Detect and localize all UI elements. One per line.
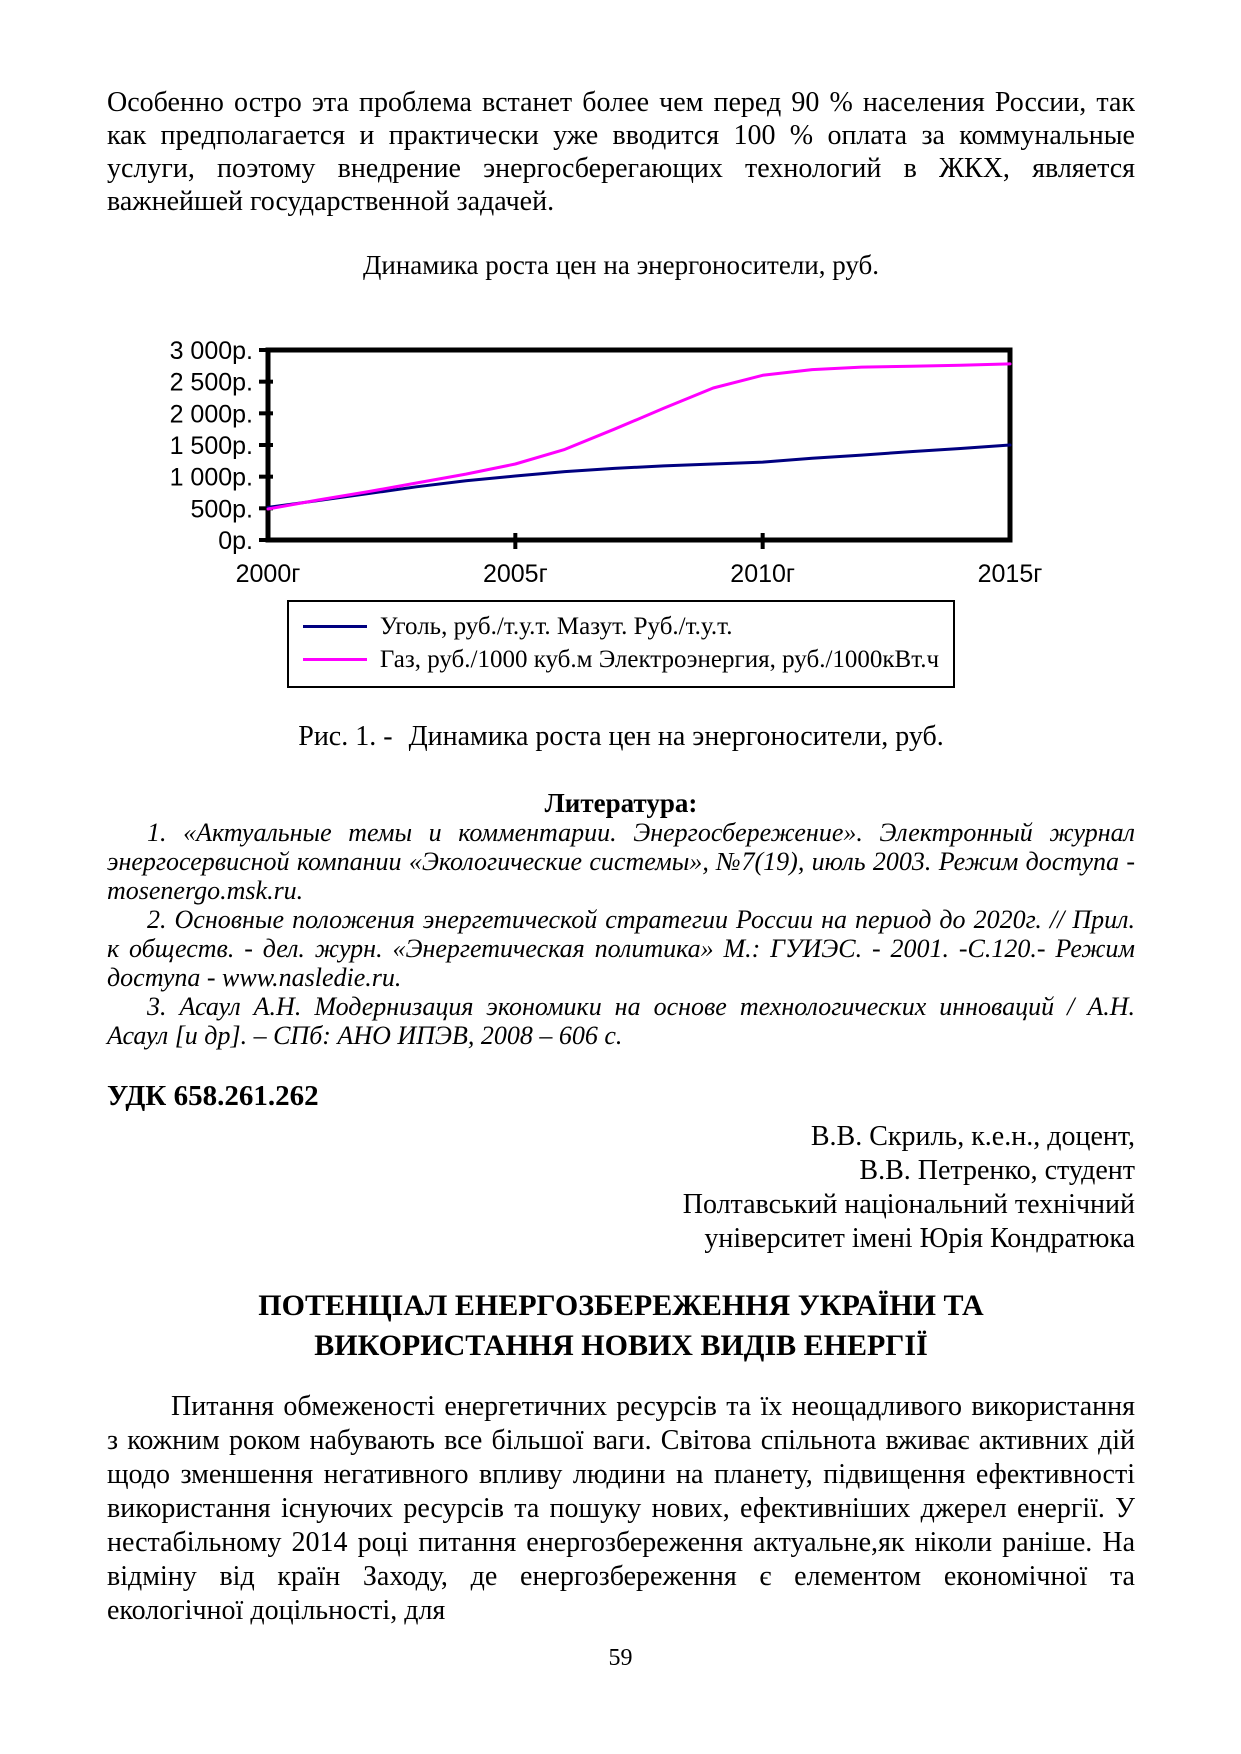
y-tick-label: 2 500р.: [169, 368, 253, 397]
chart-title: Динамика роста цен на энергоносители, руб.: [362, 250, 880, 280]
x-tick-label: 2000г: [235, 560, 301, 588]
figure-chart: [107, 248, 1135, 754]
y-tick-label: 0р.: [218, 527, 253, 555]
y-tick-label: 1 000р.: [169, 463, 253, 492]
x-tick-label: 2015г: [977, 560, 1043, 588]
legend-label-coal: Уголь, руб./т.у.т. Мазут. Руб./т.у.т.: [379, 613, 733, 640]
reference-item-2: 2. Основные положения энергетической стратегии России на период до 2020г. // Прил. к обществ. - дел. журн. «Энергетическая политика» М.: ГУИЭС. - 2001. -С.120.- Режим доступа - www.nasledie.ru.: [107, 905, 1135, 992]
series-line-1: [268, 364, 1010, 509]
literature-heading: Литература:: [544, 788, 698, 818]
article-paragraph: Питання обмеженості енергетичних ресурсів та їх неощадливого використання з кожним роком набувають все більшої ваги. Світова спільнота вживає активних дій щодо зменшення негативного впливу людини на планету, підвищення ефективності використання існуючих ресурсів та пошуку нових, ефективніших джерел енергії. У нестабільному 2014 році питання енергозбереження актуальне,як ніколи раніше. На відміну від країн Заходу, де енергозбереження є елементом економічної та екологічної доцільності, для: [107, 1391, 1135, 1626]
legend-row-gas: [303, 643, 939, 676]
y-tick-label: 2 000р.: [169, 400, 253, 429]
reference-item-3: 3. Асаул А.Н. Модернизация экономики на основе технологических инноваций / А.Н. Асаул [и др]. – СПб: АНО ИПЭВ, 2008 – 606 с.: [107, 992, 1135, 1050]
article-title: ПОТЕНЦІАЛ ЕНЕРГОЗБЕРЕЖЕННЯ УКРАЇНИ ТА ВИКОРИСТАННЯ НОВИХ ВИДІВ ЕНЕРГІЇ: [258, 1289, 984, 1362]
x-axis-labels: [236, 560, 1043, 588]
plot-area-frame: [268, 350, 1010, 540]
x-tick-label: 2005г: [482, 560, 548, 588]
author-line-1: В.В. Скриль, к.е.н., доцент,: [810, 1121, 1135, 1152]
udk-code: УДК 658.261.262: [107, 1080, 319, 1112]
y-tick-label: 1 500р.: [169, 432, 253, 460]
y-tick-label: 500р.: [190, 495, 253, 524]
top-paragraph: Особенно остро эта проблема встанет более чем перед 90 % населения России, так как предполагается и практически уже вводится 100 % оплата за коммунальные услуги, поэтому внедрение энергосберегающих технологий в ЖКХ, является важнейшей государственной задачей.: [107, 87, 1135, 217]
chart-legend: [287, 600, 955, 688]
affiliation-line-2: університет імені Юрія Кондратюка: [704, 1223, 1135, 1254]
y-tick-label: 3 000р.: [169, 337, 253, 365]
x-tick-label: 2010г: [730, 560, 796, 588]
legend-line-sample-gas: [303, 658, 367, 661]
y-axis-labels: [170, 337, 253, 555]
legend-label-gas: Газ, руб./1000 куб.м Электроэнергия, руб./1000кВт.ч: [379, 646, 940, 673]
reference-item-1: 1. «Актуальные темы и комментарии. Энергосбережение». Электронный журнал энергосервисной компании «Экологические системы», №7(19), июль 2003. Режим доступа - mosenergo.msk.ru.: [107, 818, 1135, 905]
figure-caption-text: Динамика роста цен на энергоносители, руб.: [408, 721, 944, 752]
legend-row-coal: [303, 610, 939, 643]
legend-line-sample-coal: [303, 625, 367, 628]
affiliation-line-1: Полтавський національний технічний: [682, 1189, 1135, 1220]
author-line-2: В.В. Петренко, студент: [859, 1155, 1135, 1186]
figure-caption-prefix: Рис. 1. -: [298, 721, 393, 752]
figure-caption: [107, 720, 1135, 754]
line-chart: [107, 292, 1135, 588]
series-line-0: [268, 445, 1010, 507]
authors-block: [107, 1120, 1135, 1256]
page-number: 59: [608, 1645, 633, 1671]
chart-series-lines: [268, 364, 1010, 509]
